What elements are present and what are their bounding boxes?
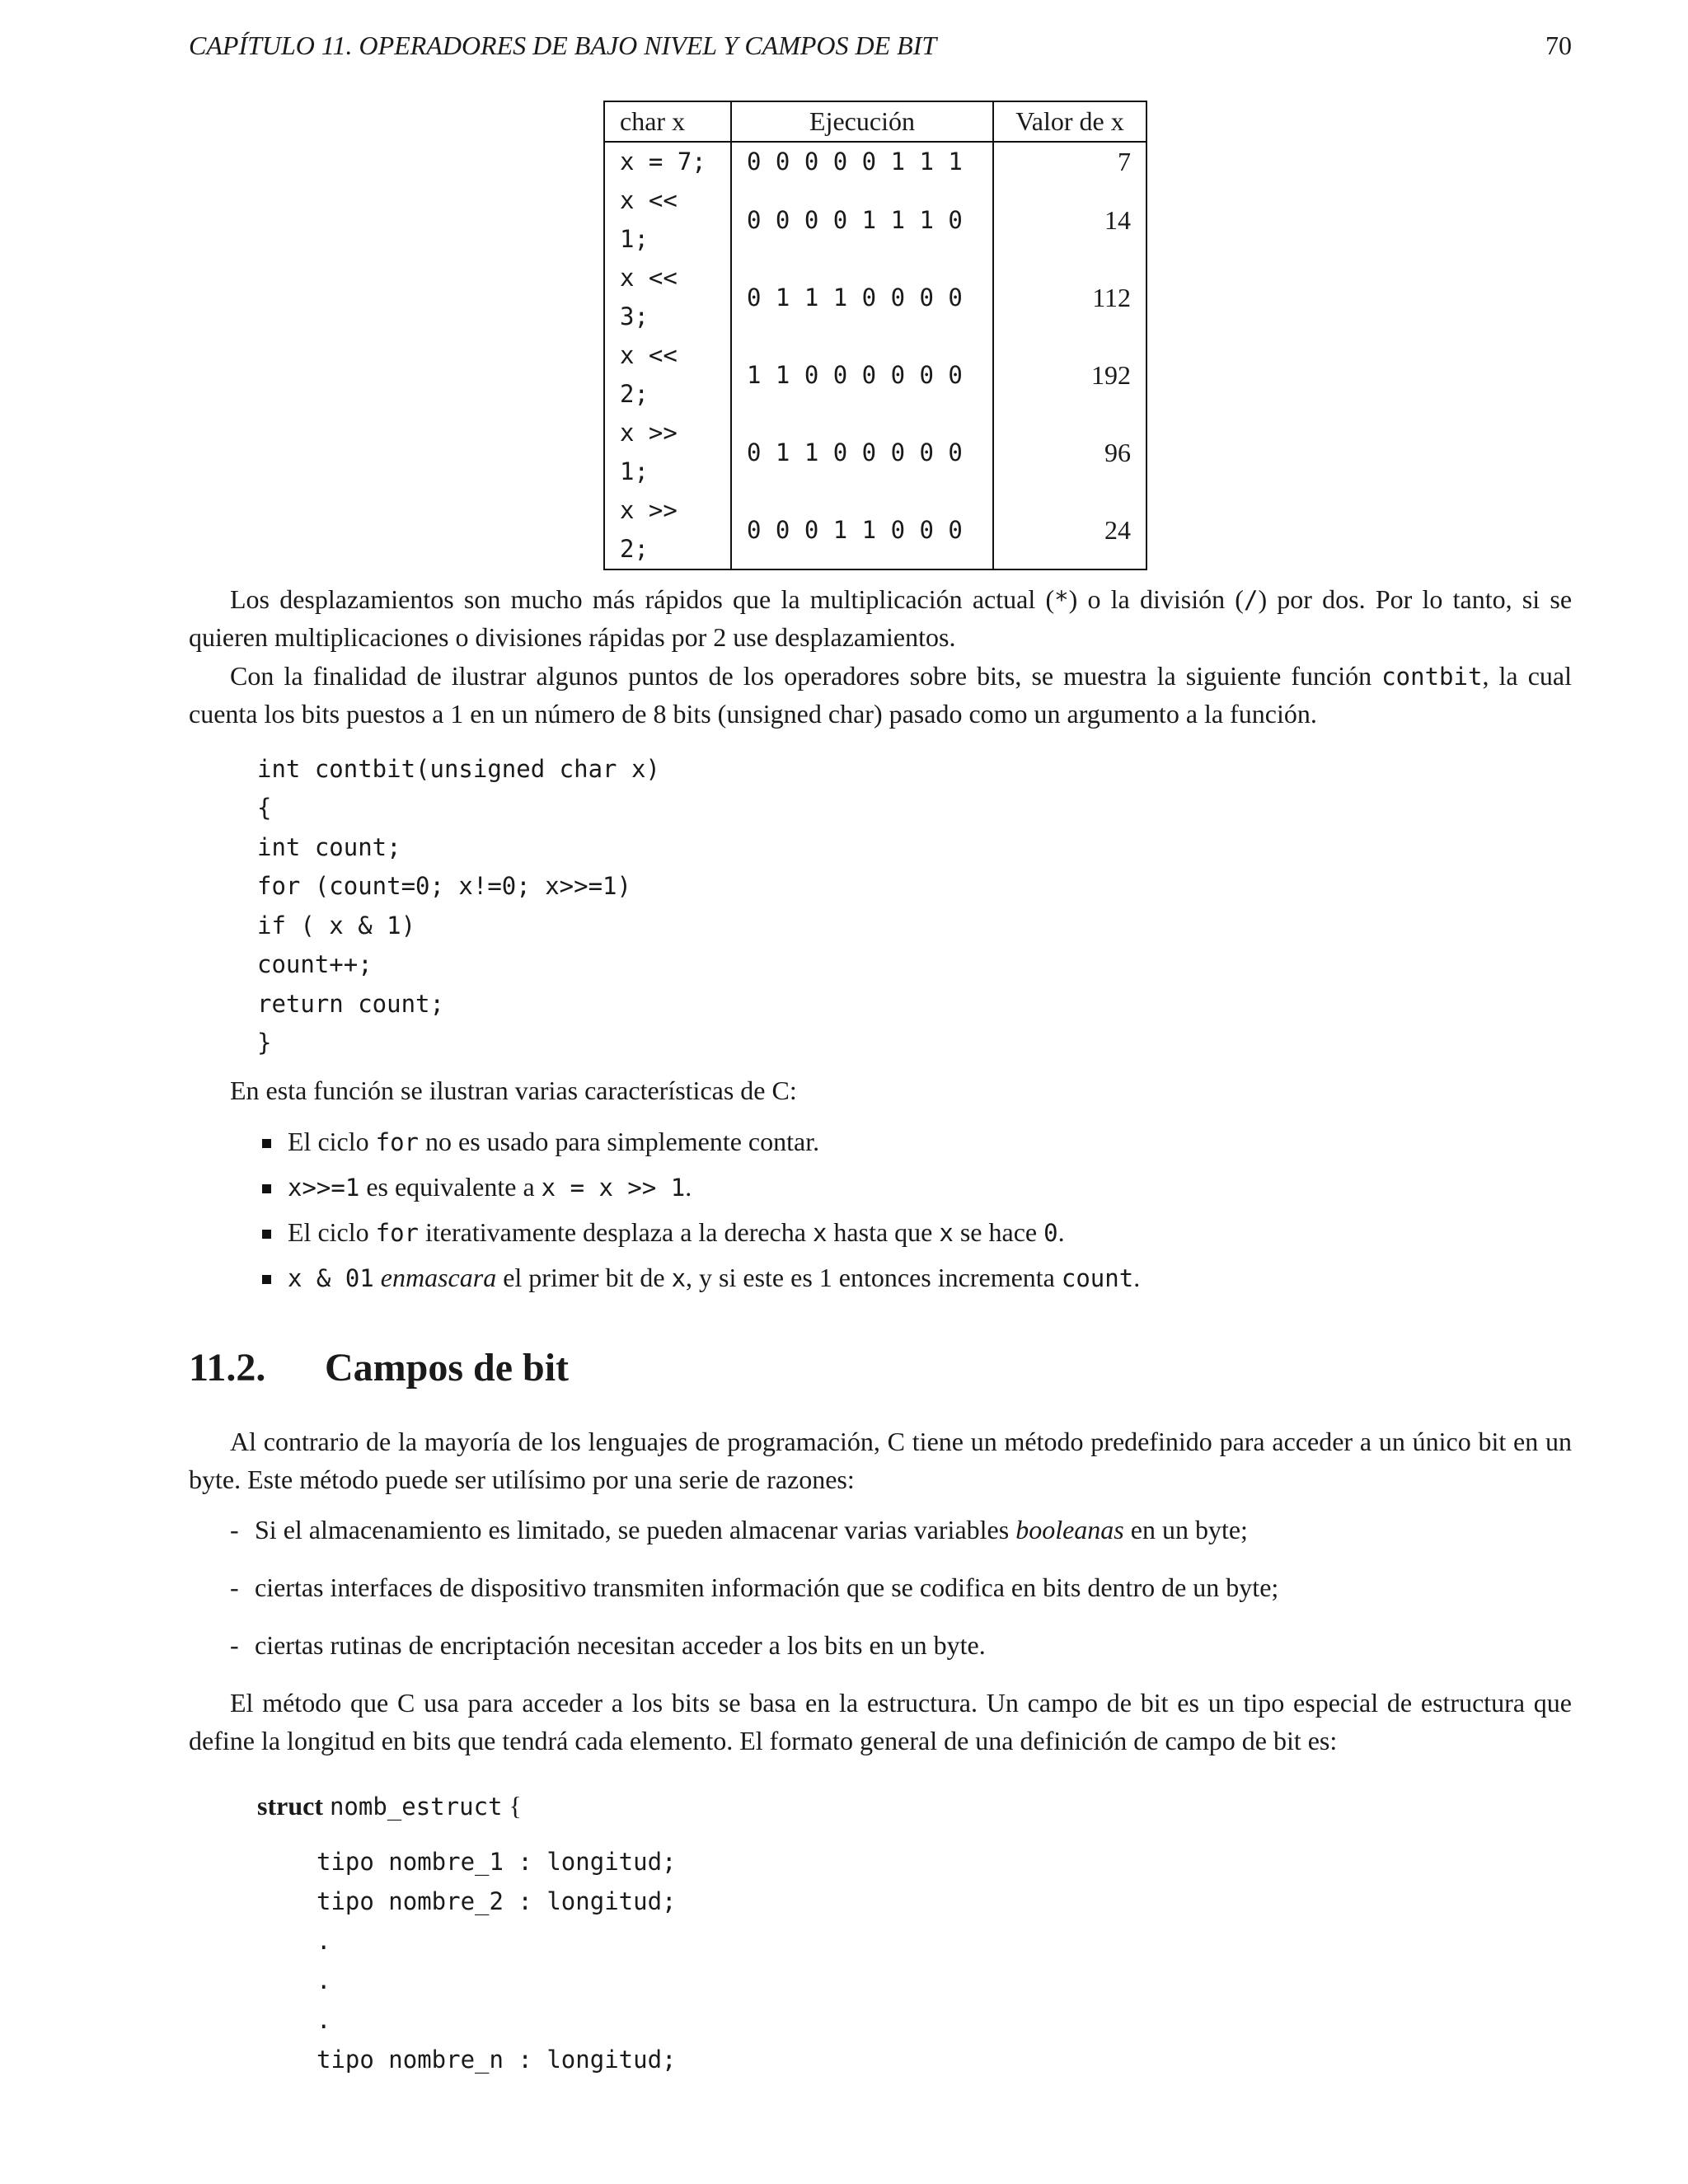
statement-cell: x = 7; (604, 142, 731, 181)
list-item: - ciertas rutinas de encriptación necesitan acceder a los bits en un byte. (255, 1624, 1572, 1682)
bits-cell: 0 0 0 1 1 0 0 0 (731, 491, 993, 569)
table-row (604, 142, 1146, 181)
value-cell: 7 (993, 142, 1146, 181)
contbit-intro-paragraph: Con la finalidad de ilustrar algunos puntos de los operadores sobre bits, se muestra la siguiente función contbit, la cual cuenta los bits puestos a 1 en un número de 8 bits (unsigned char) pasado como un argumento a la función. (189, 660, 1573, 729)
bitfield-format-paragraph: El método que C usa para acceder a los bits se basa en la estructura. Un campo de bit es un tipo especial de estructura que define la longitud en bits que tendrá cada elemento. El formato general de una definición de campo de bit es: (189, 1687, 1572, 1756)
value-cell: 112 (993, 259, 1146, 336)
table-row (604, 336, 1146, 414)
column-header: Ejecución (731, 101, 993, 142)
statement-cell: x << 3; (604, 259, 731, 336)
dash-marker: - (230, 1572, 239, 1602)
value-cell: 192 (993, 336, 1146, 414)
open-brace: { (509, 1790, 522, 1821)
bits-cell: 0 0 0 0 0 1 1 1 (731, 142, 993, 181)
divide-operator: / (1243, 586, 1259, 614)
contbit-code-listing: int contbit(unsigned char x) { int count; for (count=0; x!=0; x>>=1) if ( x & 1) count++; return count; } (257, 754, 660, 1057)
dash-marker: - (230, 1629, 239, 1660)
list-item: x>>=1 es equivalente a x = x >> 1. (288, 1165, 1572, 1210)
statement-cell: x << 2; (604, 336, 731, 414)
page-number: 70 (1545, 30, 1572, 60)
section-number: 11.2. (189, 1345, 266, 1390)
bullet-square-icon (262, 1275, 271, 1284)
bits-cell: 0 1 1 1 0 0 0 0 (731, 259, 993, 336)
table-row (604, 414, 1146, 491)
struct-name: nomb_estruct (329, 1792, 503, 1821)
value-cell: 24 (993, 491, 1146, 569)
struct-fields-listing: tipo nombre_1 : longitud; tipo nombre_2 : longitud; . . . tipo nombre_n : longitud; (316, 1847, 677, 2074)
features-list (189, 1119, 1572, 1301)
struct-definition-header (257, 1785, 1572, 1827)
table-row (604, 259, 1146, 336)
bullet-square-icon (262, 1230, 271, 1239)
bits-cell: 0 1 1 0 0 0 0 0 (731, 414, 993, 491)
function-name: contbit (1381, 662, 1483, 691)
statement-cell: x >> 1; (604, 414, 731, 491)
bits-cell: 0 0 0 0 1 1 1 0 (731, 181, 993, 259)
bullet-square-icon (262, 1139, 271, 1148)
chapter-title: CAPÍTULO 11. OPERADORES DE BAJO NIVEL Y CAMPOS DE BIT (189, 30, 937, 60)
column-header: Valor de x (993, 101, 1146, 142)
dash-marker: - (230, 1514, 239, 1544)
table-row (604, 491, 1146, 569)
shift-table (603, 101, 1147, 570)
list-item: x & 01 enmascara el primer bit de x, y si este es 1 entonces incrementa count. (288, 1255, 1572, 1301)
shift-speed-paragraph: Los desplazamientos son mucho más rápidos que la multiplicación actual (*) o la división (/) por dos. Por lo tanto, si se quieren multiplicaciones o divisiones rápidas por 2 use desplazamientos. (189, 584, 1573, 653)
table-header-row (604, 101, 1146, 142)
reasons-list (189, 1509, 1572, 1682)
value-cell: 14 (993, 181, 1146, 259)
struct-keyword: struct (257, 1790, 323, 1821)
page (189, 25, 1572, 2079)
list-item: - ciertas interfaces de dispositivo transmiten información que se codifica en bits dentro de un byte; (255, 1567, 1572, 1624)
list-item: El ciclo for iterativamente desplaza a la derecha x hasta que x se hace 0. (288, 1210, 1572, 1255)
features-intro: En esta función se ilustran varias características de C: (230, 1075, 797, 1105)
column-header: char x (604, 101, 731, 142)
bitfield-intro-paragraph: Al contrario de la mayoría de los lenguajes de programación, C tiene un método predefinido para acceder a un único bit en un byte. Este método puede ser utilísimo por una serie de razones: (189, 1426, 1572, 1495)
multiply-operator: * (1054, 586, 1069, 614)
running-header (189, 25, 1572, 66)
section-heading (189, 1343, 1572, 1393)
statement-cell: x << 1; (604, 181, 731, 259)
section-title: Campos de bit (325, 1345, 570, 1390)
table-row (604, 181, 1146, 259)
bits-cell: 1 1 0 0 0 0 0 0 (731, 336, 993, 414)
list-item: - Si el almacenamiento es limitado, se pueden almacenar varias variables booleanas en un byte; (255, 1509, 1572, 1567)
statement-cell: x >> 2; (604, 491, 731, 569)
value-cell: 96 (993, 414, 1146, 491)
bullet-square-icon (262, 1184, 271, 1193)
list-item: El ciclo for no es usado para simplemente contar. (288, 1119, 1572, 1165)
